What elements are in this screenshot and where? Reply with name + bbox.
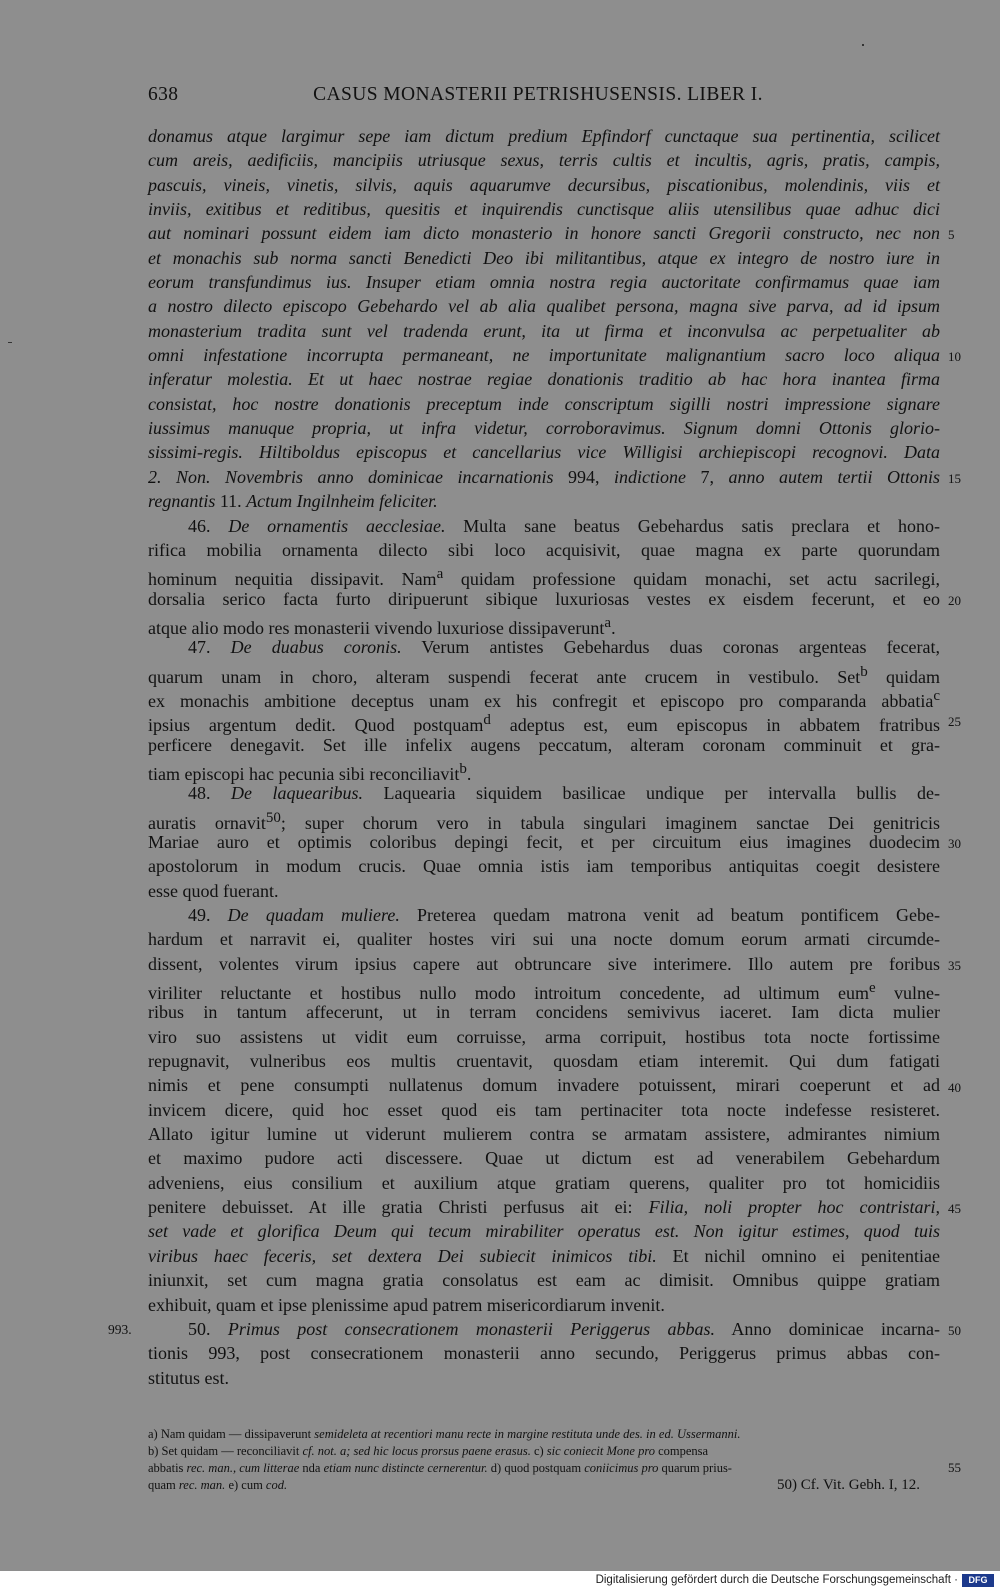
- running-header: [148, 84, 928, 112]
- line-number: 5: [948, 227, 955, 243]
- dfg-logo: DFG: [962, 1574, 994, 1587]
- text-line: iussimus manuque propria, ut infra videtur, corroboravimus. Signum domni Ottonis glorio-: [148, 418, 940, 439]
- text-line: Mariae auro et optimis coloribus depingi fecit, et per circuitum eius imagines duodecim: [148, 831, 940, 852]
- text-line: eorum transfundimus ius. Insuper etiam omnia nostra regia auctoritate confirmamus quae iam: [148, 272, 940, 293]
- text-line: dorsalia serico facta furto diripuerunt sibique luxuriosas vestes ex eisdem fecerunt, et eo: [148, 588, 940, 609]
- line-number: 10: [948, 349, 961, 365]
- text-line: 46. De ornamentis aecclesiae. Multa sane beatus Gebehardus satis preclara et hono-: [188, 515, 940, 536]
- text-line: esse quod fuerant.: [148, 880, 279, 901]
- page-number: 638: [148, 84, 179, 105]
- text-line: atque alio modo res monasterii vivendo luxuriose dissipaverunt$^a$.: [148, 614, 616, 638]
- text-line: inviis, exitibus et reditibus, quesitis et inquirendis cunctisque aliis utensilibus quae adhuc dici: [148, 199, 940, 220]
- footnotes: [148, 1426, 940, 1494]
- scan-speck: [8, 342, 12, 343]
- text-line: a nostro dilecto episcopo Gebehardo vel ab alia qualibet persona, magna sive parva, ad id ipsum: [148, 296, 940, 317]
- text-line: nimis et pene consumpti nullatenus domum invadere potuissent, mirari coeperunt et ad: [148, 1075, 940, 1096]
- text-line: dissent, volentes virum ipsius capere aut obtruncare sive interimere. Illo autem pre foribus: [148, 953, 940, 974]
- text-line: exhibuit, quam et ipse plenissime apud patrem misericordiarum invenit.: [148, 1294, 665, 1315]
- text-line: auratis ornavit$^{50}$; super chorum vero in tabula singulari imaginem sanctae Dei genitricis: [148, 809, 940, 833]
- text-line: adveniens, eius consilium et auxilium atque gratiam querens, qualiter pro tot homicidiis: [148, 1172, 940, 1193]
- line-number: 20: [948, 592, 961, 608]
- digitization-footer: [0, 1571, 1000, 1591]
- line-number: 55: [948, 1460, 961, 1475]
- text-line: 2. Non. Novembris anno dominicae incarnationis 994, indictione 7, anno autem tertii Ottonis: [148, 466, 941, 487]
- text-line: sissimi-regis. Hiltiboldus episcopus et cancellarius vice Willigisi archiepiscopi recognovi. Data: [148, 442, 940, 463]
- text-line: aut nominari possunt eidem iam dicto monasterio in honore sancti Gregorii constructo, nec non: [148, 223, 940, 244]
- text-line: penitere debuisset. At ille gratia Christi perfusus ait ei: Filia, noli propter hoc contristari,: [148, 1197, 940, 1218]
- text-line: regnantis 11. Actum Ingilnheim feliciter.: [148, 491, 438, 512]
- main-text: [148, 124, 940, 1390]
- text-line: consistat, hoc nostre donationis preceptum inde conscriptum sigilli nostri impressione signare: [148, 393, 940, 414]
- line-number: 50: [948, 1323, 961, 1339]
- text-line: cum areis, aedificiis, mancipiis utriusque sexus, terris cultis et incultis, agris, pratis, campis,: [148, 150, 940, 171]
- editorial-note: 50) Cf. Vit. Gebh. I, 12.: [777, 1477, 920, 1493]
- line-number: 35: [948, 957, 961, 973]
- line-number: 25: [948, 714, 961, 730]
- footnote-line: abbatis rec. man., cum litterae nda etiam nunc distincte cernerentur. d) quod postquam coniicimus pro quarum prius-: [148, 1461, 732, 1475]
- text-line: 50. Primus post consecrationem monasterii Periggerus abbas. Anno dominicae incarna-: [188, 1318, 940, 1339]
- running-title: CASUS MONASTERII PETRISHUSENSIS. LIBER I.: [313, 84, 763, 105]
- text-line: ex monachis ambitione deceptus unam ex his confregit et episcopo pro comparanda abbatia$^c$: [148, 687, 940, 711]
- line-number: 40: [948, 1079, 961, 1095]
- text-line: tionis 993, post consecrationem monasterii anno secundo, Periggerus primus abbas con-: [148, 1343, 940, 1364]
- text-line: hardum et narravit ei, qualiter hostes viri sui una nocte domum eorum armati circumde-: [148, 929, 940, 950]
- footnote-line: a) Nam quidam — dissipaverunt semideleta at recentiori manu recte in margine restituta unde des. in ed. Ussermanni.: [148, 1427, 741, 1441]
- scan-speck: [862, 44, 864, 46]
- text-line: hominum nequitia dissipavit. Nam$^a$ quidam professione quidam monachi, set actu sacrilegi,: [148, 566, 940, 590]
- text-line: 47. De duabus coronis. Verum antistes Gebehardus duas coronas argenteas fecerat,: [188, 637, 941, 658]
- line-number: 15: [948, 470, 961, 486]
- text-line: monasterium tradita sunt vel tradenda erunt, ita ut firma et inconvulsa ac perpetualiter ab: [148, 320, 940, 341]
- text-line: ipsius argentum dedit. Quod postquam$^d$ adeptus est, eum episcopus in abbatem fratribus: [148, 712, 940, 736]
- text-line: 48. De laquearibus. Laquearia siquidem basilicae undique per intervalla bullis de-: [188, 783, 940, 804]
- text-line: invicem dicere, quid hoc esset quod eis tam pertinaciter tota nocte indefesse resisteret.: [148, 1099, 940, 1120]
- text-line: viro suo assistens ut vidit eum corruisse, arma corripuit, hostibus tota nocte fortissime: [148, 1026, 940, 1047]
- text-line: tiam episcopi hac pecunia sibi reconciliavit$^b$.: [148, 760, 472, 784]
- text-line: et monachis sub norma sancti Benedicti Deo ibi militantibus, atque ex integro de nostro iure in: [148, 247, 940, 268]
- footnote-line: b) Set quidam — reconciliavit cf. not. a; sed hic locus prorsus paene erasus. c) sic coniecit Mone pro compensa: [148, 1444, 709, 1458]
- text-line: iniunxit, set cum magna gratia consolatus est eam ac dimisit. Omnibus quippe gratiam: [148, 1270, 940, 1291]
- text-line: viribus haec feceris, set dextera Dei subiecit inimicos tibi. Et nichil omnino ei penitentiae: [148, 1245, 940, 1266]
- text-line: et maximo pudore acti discessere. Quae ut dictum est ad venerabilem Gebehardum: [148, 1148, 940, 1169]
- text-line: rifica mobilia ornamenta dilecto sibi loco acquisivit, quae magna ex parte quorundam: [148, 539, 940, 560]
- text-line: apostolorum in modum crucis. Quae omnia istis iam temporibus antiquitas coegit desistere: [148, 856, 940, 877]
- text-line: set vade et glorifica Deum qui tecum mirabiliter operatus est. Non igitur estimes, quod tuis: [148, 1221, 940, 1242]
- footer-text: Digitalisierung gefördert durch die Deutsche Forschungsgemeinschaft ·: [595, 1574, 958, 1586]
- text-line: pascuis, vineis, vinetis, silvis, aquis aquarumve decursibus, piscationibus, molendinis, viis et: [148, 174, 940, 195]
- text-line: inferatur molestia. Et ut haec nostrae regiae donationis traditio ab hac hora inantea firma: [148, 369, 940, 390]
- text-line: quarum unam in choro, alteram suspendi fecerat ante crucem in vestibulo. Set$^b$ quidam: [148, 663, 941, 687]
- text-line: 49. De quadam muliere. Preterea quedam matrona venit ad beatum pontificem Gebe-: [188, 905, 941, 925]
- text-line: ribus in tantum affecerunt, ut in terram concidens semivivus iaceret. Iam dicta mulier: [148, 1002, 940, 1023]
- text-line: viriliter reluctante et hostibus nullo modo introitum concedente, ad ultimum eum$^e$ vulne-: [148, 980, 941, 1004]
- text-line: donamus atque largimur sepe iam dictum predium Epfindorf cunctaque sua pertinentia, scilicet: [148, 126, 940, 146]
- line-number: 45: [948, 1201, 961, 1217]
- line-number: 30: [948, 836, 961, 852]
- text-line: perficere denegavit. Set ille infelix augens peccatum, alteram coronam comminuit et gra-: [148, 734, 940, 755]
- text-line: omni infestatione incorrupta permaneant, ne importunitate malignantium sacro loco aliqua: [148, 345, 940, 366]
- text-line: repugnavit, vulneribus eos multis cruentavit, quosdam etiam interemit. Qui dum fatigati: [148, 1051, 940, 1072]
- text-line: stitutus est.: [148, 1367, 230, 1388]
- margin-year: 993.: [108, 1322, 132, 1338]
- footnote-line: quam rec. man. e) cum cod. 50) Cf. Vit. Gebh. I, 12.: [148, 1477, 920, 1493]
- text-line: Allato igitur lumine ut viderunt mulierem contra se armatam assistere, admirantes nimium: [148, 1124, 940, 1145]
